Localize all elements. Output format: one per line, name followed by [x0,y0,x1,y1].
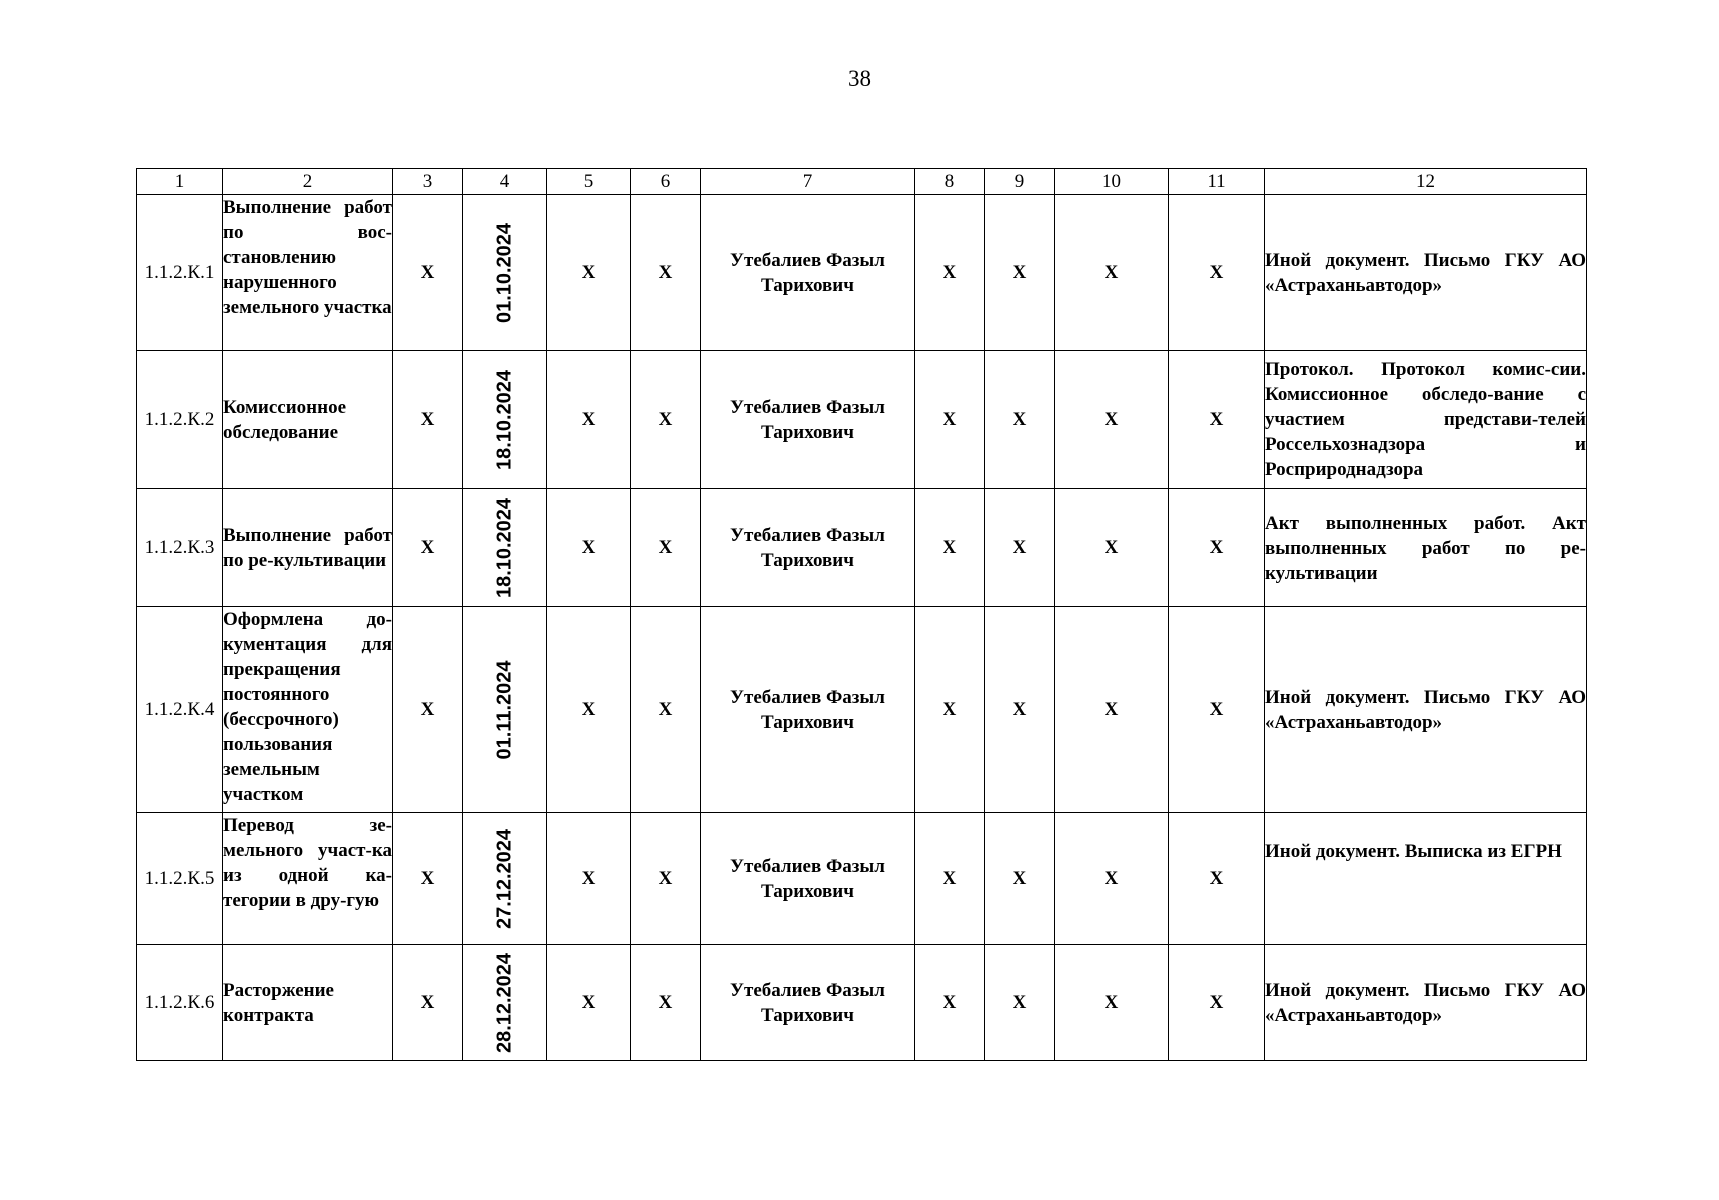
col-header-5: 5 [547,169,631,195]
cell-col6: X [631,489,701,607]
cell-col3: X [393,945,463,1061]
cell-col11: X [1169,195,1265,351]
cell-col3: X [393,607,463,813]
row-date-cell [463,607,547,813]
cell-col8: X [915,489,985,607]
cell-col3: X [393,489,463,607]
cell-col10: X [1055,945,1169,1061]
cell-col9: X [985,607,1055,813]
page-number: 38 [848,66,871,91]
row-event: Расторжение контракта [223,945,393,1061]
cell-col3: X [393,195,463,351]
cell-col6: X [631,351,701,489]
cell-col9: X [985,945,1055,1061]
table-row [137,195,1587,351]
row-event: Перевод зе-мельного участ-ка из одной ка-тегории в дру-гую [223,813,393,945]
cell-col5: X [547,607,631,813]
row-document: Протокол. Протокол комис-сии. Комиссионное обследо-вание с участием представи-телей Россельхознадзора и Росприроднадзора [1265,351,1587,489]
row-responsible: Утебалиев Фазыл Тарихович [701,945,915,1061]
cell-col6: X [631,195,701,351]
row-event: Выполнение работ по вос-становлению нарушенного земельного участка [223,195,393,351]
row-date: 18.10.2024 [493,497,515,598]
row-event: Комиссионное обследование [223,351,393,489]
row-responsible: Утебалиев Фазыл Тарихович [701,813,915,945]
cell-col5: X [547,813,631,945]
row-document: Иной документ. Выписка из ЕГРН [1265,813,1587,945]
cell-col5: X [547,351,631,489]
col-header-1: 1 [137,169,223,195]
cell-col11: X [1169,489,1265,607]
cell-col10: X [1055,489,1169,607]
cell-col11: X [1169,945,1265,1061]
cell-col10: X [1055,607,1169,813]
row-date: 28.12.2024 [493,952,515,1053]
col-header-7: 7 [701,169,915,195]
row-responsible: Утебалиев Фазыл Тарихович [701,489,915,607]
table-row [137,945,1587,1061]
cell-col10: X [1055,813,1169,945]
row-code: 1.1.2.К.1 [137,195,223,351]
row-date-cell [463,489,547,607]
cell-col11: X [1169,813,1265,945]
cell-col11: X [1169,351,1265,489]
cell-col8: X [915,195,985,351]
col-header-8: 8 [915,169,985,195]
row-responsible: Утебалиев Фазыл Тарихович [701,607,915,813]
cell-col3: X [393,351,463,489]
row-code: 1.1.2.К.4 [137,607,223,813]
row-responsible: Утебалиев Фазыл Тарихович [701,195,915,351]
row-event: Оформлена до-кументация для прекращения постоянного (бессрочного) пользования земельным участком [223,607,393,813]
row-date: 01.10.2024 [493,222,515,323]
cell-col9: X [985,351,1055,489]
table-row [137,607,1587,813]
row-date-cell [463,945,547,1061]
row-responsible: Утебалиев Фазыл Тарихович [701,351,915,489]
header-row [137,169,1587,195]
row-code: 1.1.2.К.3 [137,489,223,607]
col-header-12: 12 [1265,169,1587,195]
cell-col9: X [985,195,1055,351]
table-row [137,351,1587,489]
cell-col6: X [631,813,701,945]
row-date: 01.11.2024 [493,660,515,759]
cell-col6: X [631,945,701,1061]
cell-col3: X [393,813,463,945]
cell-col9: X [985,489,1055,607]
table-row [137,489,1587,607]
cell-col10: X [1055,351,1169,489]
col-header-3: 3 [393,169,463,195]
cell-col10: X [1055,195,1169,351]
row-date: 18.10.2024 [493,369,515,470]
cell-col11: X [1169,607,1265,813]
cell-col8: X [915,813,985,945]
row-document: Акт выполненных работ. Акт выполненных работ по ре-культивации [1265,489,1587,607]
cell-col8: X [915,607,985,813]
cell-col5: X [547,945,631,1061]
col-header-11: 11 [1169,169,1265,195]
row-document: Иной документ. Письмо ГКУ АО «Астраханьавтодор» [1265,195,1587,351]
schedule-table [136,168,1587,1061]
row-code: 1.1.2.К.6 [137,945,223,1061]
row-date-cell [463,351,547,489]
col-header-9: 9 [985,169,1055,195]
row-event: Выполнение работ по ре-культивации [223,489,393,607]
cell-col5: X [547,195,631,351]
row-document: Иной документ. Письмо ГКУ АО «Астраханьавтодор» [1265,945,1587,1061]
cell-col9: X [985,813,1055,945]
row-date-cell [463,195,547,351]
row-document: Иной документ. Письмо ГКУ АО «Астраханьавтодор» [1265,607,1587,813]
cell-col6: X [631,607,701,813]
col-header-4: 4 [463,169,547,195]
cell-col5: X [547,489,631,607]
row-date-cell [463,813,547,945]
table-row [137,813,1587,945]
row-date: 27.12.2024 [493,828,515,929]
row-code: 1.1.2.К.5 [137,813,223,945]
cell-col8: X [915,351,985,489]
col-header-6: 6 [631,169,701,195]
col-header-10: 10 [1055,169,1169,195]
col-header-2: 2 [223,169,393,195]
cell-col8: X [915,945,985,1061]
row-code: 1.1.2.К.2 [137,351,223,489]
